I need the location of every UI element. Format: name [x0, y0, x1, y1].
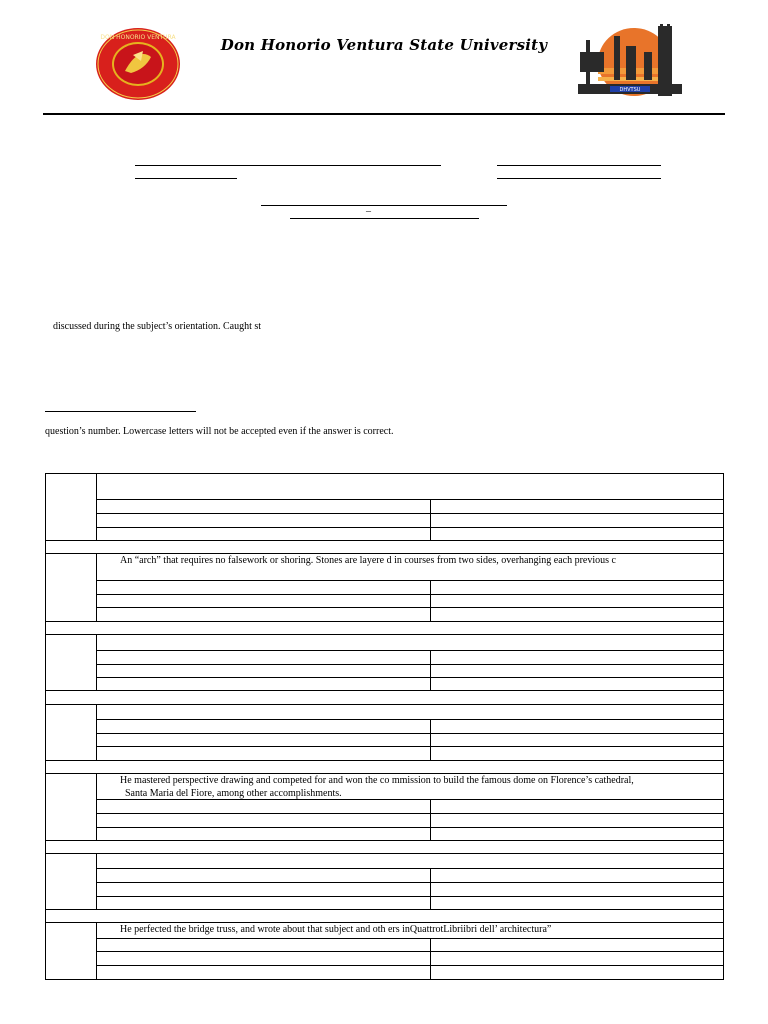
- dash-mark: –: [366, 206, 371, 217]
- table-rule: [96, 773, 97, 840]
- table-rule: [96, 719, 724, 720]
- table-rule: [45, 473, 46, 980]
- table-rule: [45, 773, 724, 774]
- table-rule: [45, 553, 724, 554]
- question-text: Santa Maria del Fiore, among other accomplishments.: [125, 788, 342, 799]
- table-rule: [430, 650, 431, 690]
- instruction-text: discussed during the subject’s orientation. Caught st: [53, 321, 262, 332]
- college-logo: [574, 22, 686, 100]
- table-rule: [96, 580, 724, 581]
- table-rule: [96, 896, 724, 897]
- blank-line: [135, 178, 237, 179]
- table-rule: [96, 951, 724, 952]
- svg-text:DHVTSU: DHVTSU: [619, 87, 641, 93]
- table-rule: [96, 853, 97, 909]
- table-rule: [430, 719, 431, 760]
- table-rule: [96, 513, 724, 514]
- table-rule: [96, 499, 724, 500]
- table-rule: [430, 868, 431, 909]
- table-rule: [96, 746, 724, 747]
- table-rule: [96, 813, 724, 814]
- table-rule: [430, 580, 431, 621]
- table-rule: [96, 553, 97, 621]
- blank-line: [497, 165, 661, 166]
- blank-line: [45, 411, 196, 412]
- table-rule: [96, 965, 724, 966]
- table-rule: [45, 690, 724, 691]
- table-rule: [45, 621, 724, 622]
- table-rule: [96, 799, 724, 800]
- table-rule: [96, 704, 97, 760]
- table-rule: [45, 473, 724, 474]
- question-text: He perfected the bridge truss, and wrote about that subject and oth ers inQuattrotLibriibri dell’ architectura”: [120, 924, 552, 935]
- table-rule: [96, 938, 724, 939]
- table-rule: [96, 827, 724, 828]
- table-rule: [45, 853, 724, 854]
- table-rule: [96, 664, 724, 665]
- header-divider: [43, 113, 725, 115]
- table-rule: [45, 704, 724, 705]
- table-rule: [45, 909, 724, 910]
- table-rule: [96, 527, 724, 528]
- blank-line: [497, 178, 661, 179]
- table-rule: [430, 938, 431, 979]
- svg-text:DON HONORIO VENTURA: DON HONORIO VENTURA: [100, 34, 176, 41]
- table-rule: [96, 634, 97, 690]
- table-rule: [96, 677, 724, 678]
- blank-line: [290, 218, 479, 219]
- table-rule: [723, 473, 724, 980]
- blank-line: [261, 205, 507, 206]
- university-name: Don Honorio Ventura State University: [220, 36, 548, 54]
- table-rule: [45, 840, 724, 841]
- table-rule: [96, 473, 97, 540]
- question-text: An “arch” that requires no falsework or shoring. Stones are layere d in courses from two sides, overhanging each previous c: [120, 555, 616, 566]
- table-rule: [96, 607, 724, 608]
- table-rule: [45, 540, 724, 541]
- table-rule: [45, 979, 724, 980]
- table-rule: [430, 499, 431, 540]
- table-rule: [45, 922, 724, 923]
- question-text: He mastered perspective drawing and competed for and won the co mmission to build the famous dome on Florence’s cathedral,: [120, 775, 634, 786]
- table-rule: [96, 733, 724, 734]
- table-rule: [45, 760, 724, 761]
- table-rule: [96, 868, 724, 869]
- table-rule: [96, 650, 724, 651]
- table-rule: [430, 799, 431, 840]
- table-rule: [45, 634, 724, 635]
- blank-line: [135, 165, 441, 166]
- instruction-text: question’s number. Lowercase letters will not be accepted even if the answer is correct.: [45, 426, 394, 437]
- table-rule: [96, 594, 724, 595]
- table-rule: [96, 882, 724, 883]
